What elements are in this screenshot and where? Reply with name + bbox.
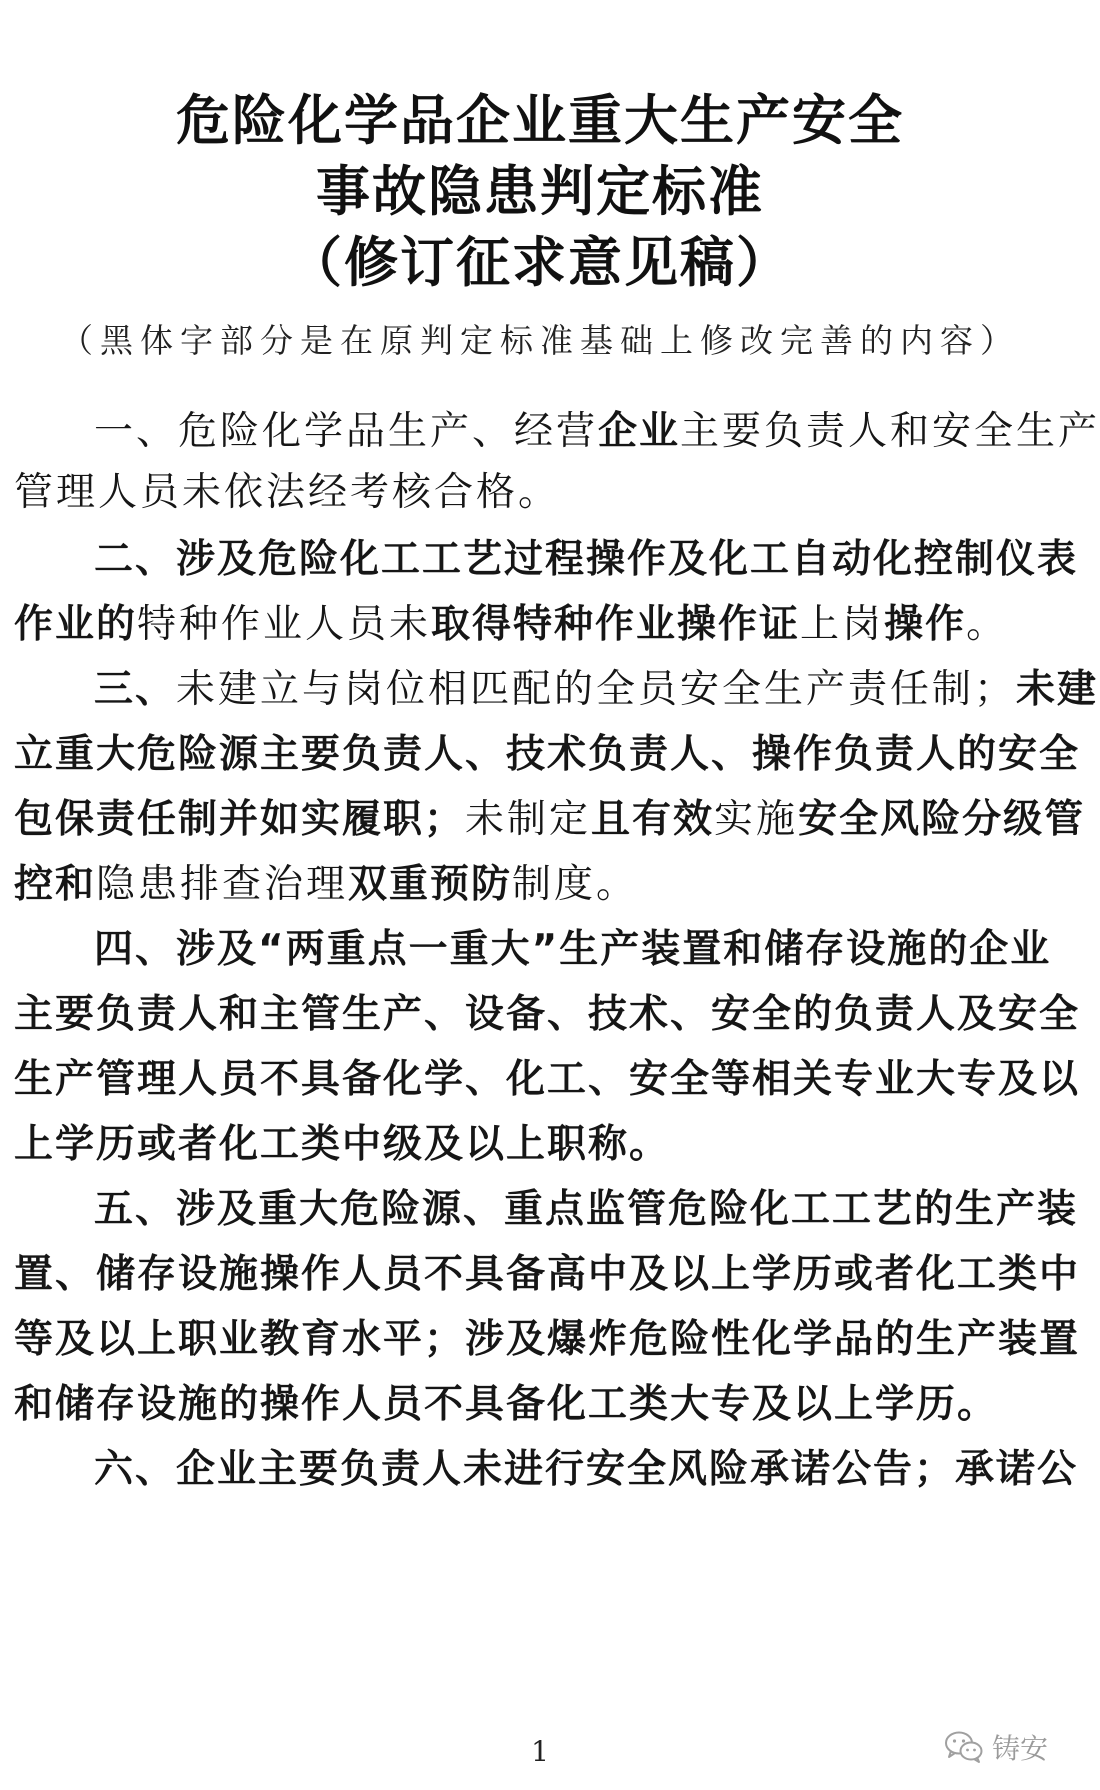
item-4-line-4 (14, 1115, 1068, 1175)
bold-text-span: 且有效 (591, 797, 715, 842)
watermark-text: 铸安 (991, 1732, 1048, 1765)
bold-text-span: 双重预防 (348, 862, 513, 907)
document-title-line-2: 事故隐患判定标准 (316, 160, 764, 223)
item-5-line-4 (14, 1375, 1068, 1435)
item-3-line-4 (14, 855, 1068, 915)
text-span: 主要负责人和安全生产 (680, 409, 1100, 454)
item-5-line-3 (14, 1310, 1081, 1370)
text-span: 未建立与岗位相匹配的全员安全生产责任制； (176, 667, 1017, 712)
text-span: 实施 (714, 797, 799, 842)
item-4-line-3 (14, 1050, 1081, 1110)
bold-text-span: 立重大危险源主要负责人、技术负责人、操作负责人的安全 (14, 732, 1081, 777)
text-span: 未制定 (465, 797, 592, 842)
item-4-line-2 (14, 985, 1081, 1045)
text-span: 一、危险化学品生产、经营 (94, 409, 599, 454)
text-span: 上岗 (800, 602, 885, 647)
item-5-line-2 (14, 1245, 1081, 1305)
page-number: 1 (531, 1735, 549, 1768)
item-2-line-2 (14, 595, 1068, 655)
item-1-line-2 (14, 463, 1068, 523)
bold-text-span: 取得特种作业操作证 (431, 602, 801, 647)
bold-text-span: 三、 (94, 667, 177, 712)
item-1-line-1 (14, 402, 1100, 462)
text-span: 特种作业人员未 (137, 602, 432, 647)
item-5-line-1 (14, 1180, 1079, 1240)
bold-text-span: 四、涉及“两重点一重大”生产装置和储存设施的企业 (94, 927, 1052, 972)
bold-text-span: 未建 (1016, 667, 1099, 712)
item-3-line-1 (14, 660, 1099, 720)
item-6-line-1 (14, 1440, 1079, 1500)
item-3-line-3 (14, 790, 1086, 850)
bold-text-span: 和储存设施的操作人员不具备化工类大专及以上学历。 (14, 1382, 999, 1427)
bold-text-span: 上学历或者化工类中级及以上职称。 (14, 1122, 671, 1167)
bold-text-span: 控和 (14, 862, 97, 907)
item-3-line-2 (14, 725, 1081, 785)
bold-text-span: 五、涉及重大危险源、重点监管危险化工工艺的生产装 (94, 1187, 1079, 1232)
item-4-line-1 (14, 920, 1068, 980)
revision-note: （黑体字部分是在原判定标准基础上修改完善的内容） (60, 321, 1020, 360)
bold-text-span: 作业的 (14, 602, 138, 647)
text-span: 管理人员未依法经考核合格。 (14, 470, 561, 515)
watermark (944, 1725, 1048, 1769)
bold-text-span: 企业 (598, 409, 681, 454)
text-span: 。 (966, 602, 1009, 647)
item-2-line-1 (14, 530, 1079, 590)
bold-text-span: 主要负责人和主管生产、设备、技术、安全的负责人及安全 (14, 992, 1081, 1037)
text-span: 制度。 (512, 862, 639, 907)
bold-text-span: 六、企业主要负责人未进行安全风险承诺公告；承诺公 (94, 1447, 1079, 1492)
bold-text-span: 操作 (884, 602, 967, 647)
bold-text-span: 二、涉及危险化工工艺过程操作及化工自动化控制仪表 (94, 537, 1079, 582)
bold-text-span: 生产管理人员不具备化学、化工、安全等相关专业大专及以 (14, 1057, 1081, 1102)
bold-text-span: 包保责任制并如实履职； (14, 797, 466, 842)
document-title-line-1: 危险化学品企业重大生产安全 (176, 89, 904, 152)
bold-text-span: 安全风险分级管 (798, 797, 1086, 842)
document-title-line-3: （修订征求意见稿） (288, 231, 792, 294)
wechat-icon (944, 1730, 984, 1764)
text-span: 隐患排查治理 (96, 862, 349, 907)
bold-text-span: 置、储存设施操作人员不具备高中及以上学历或者化工类中 (14, 1252, 1081, 1297)
bold-text-span: 等及以上职业教育水平；涉及爆炸危险性化学品的生产装置 (14, 1317, 1081, 1362)
